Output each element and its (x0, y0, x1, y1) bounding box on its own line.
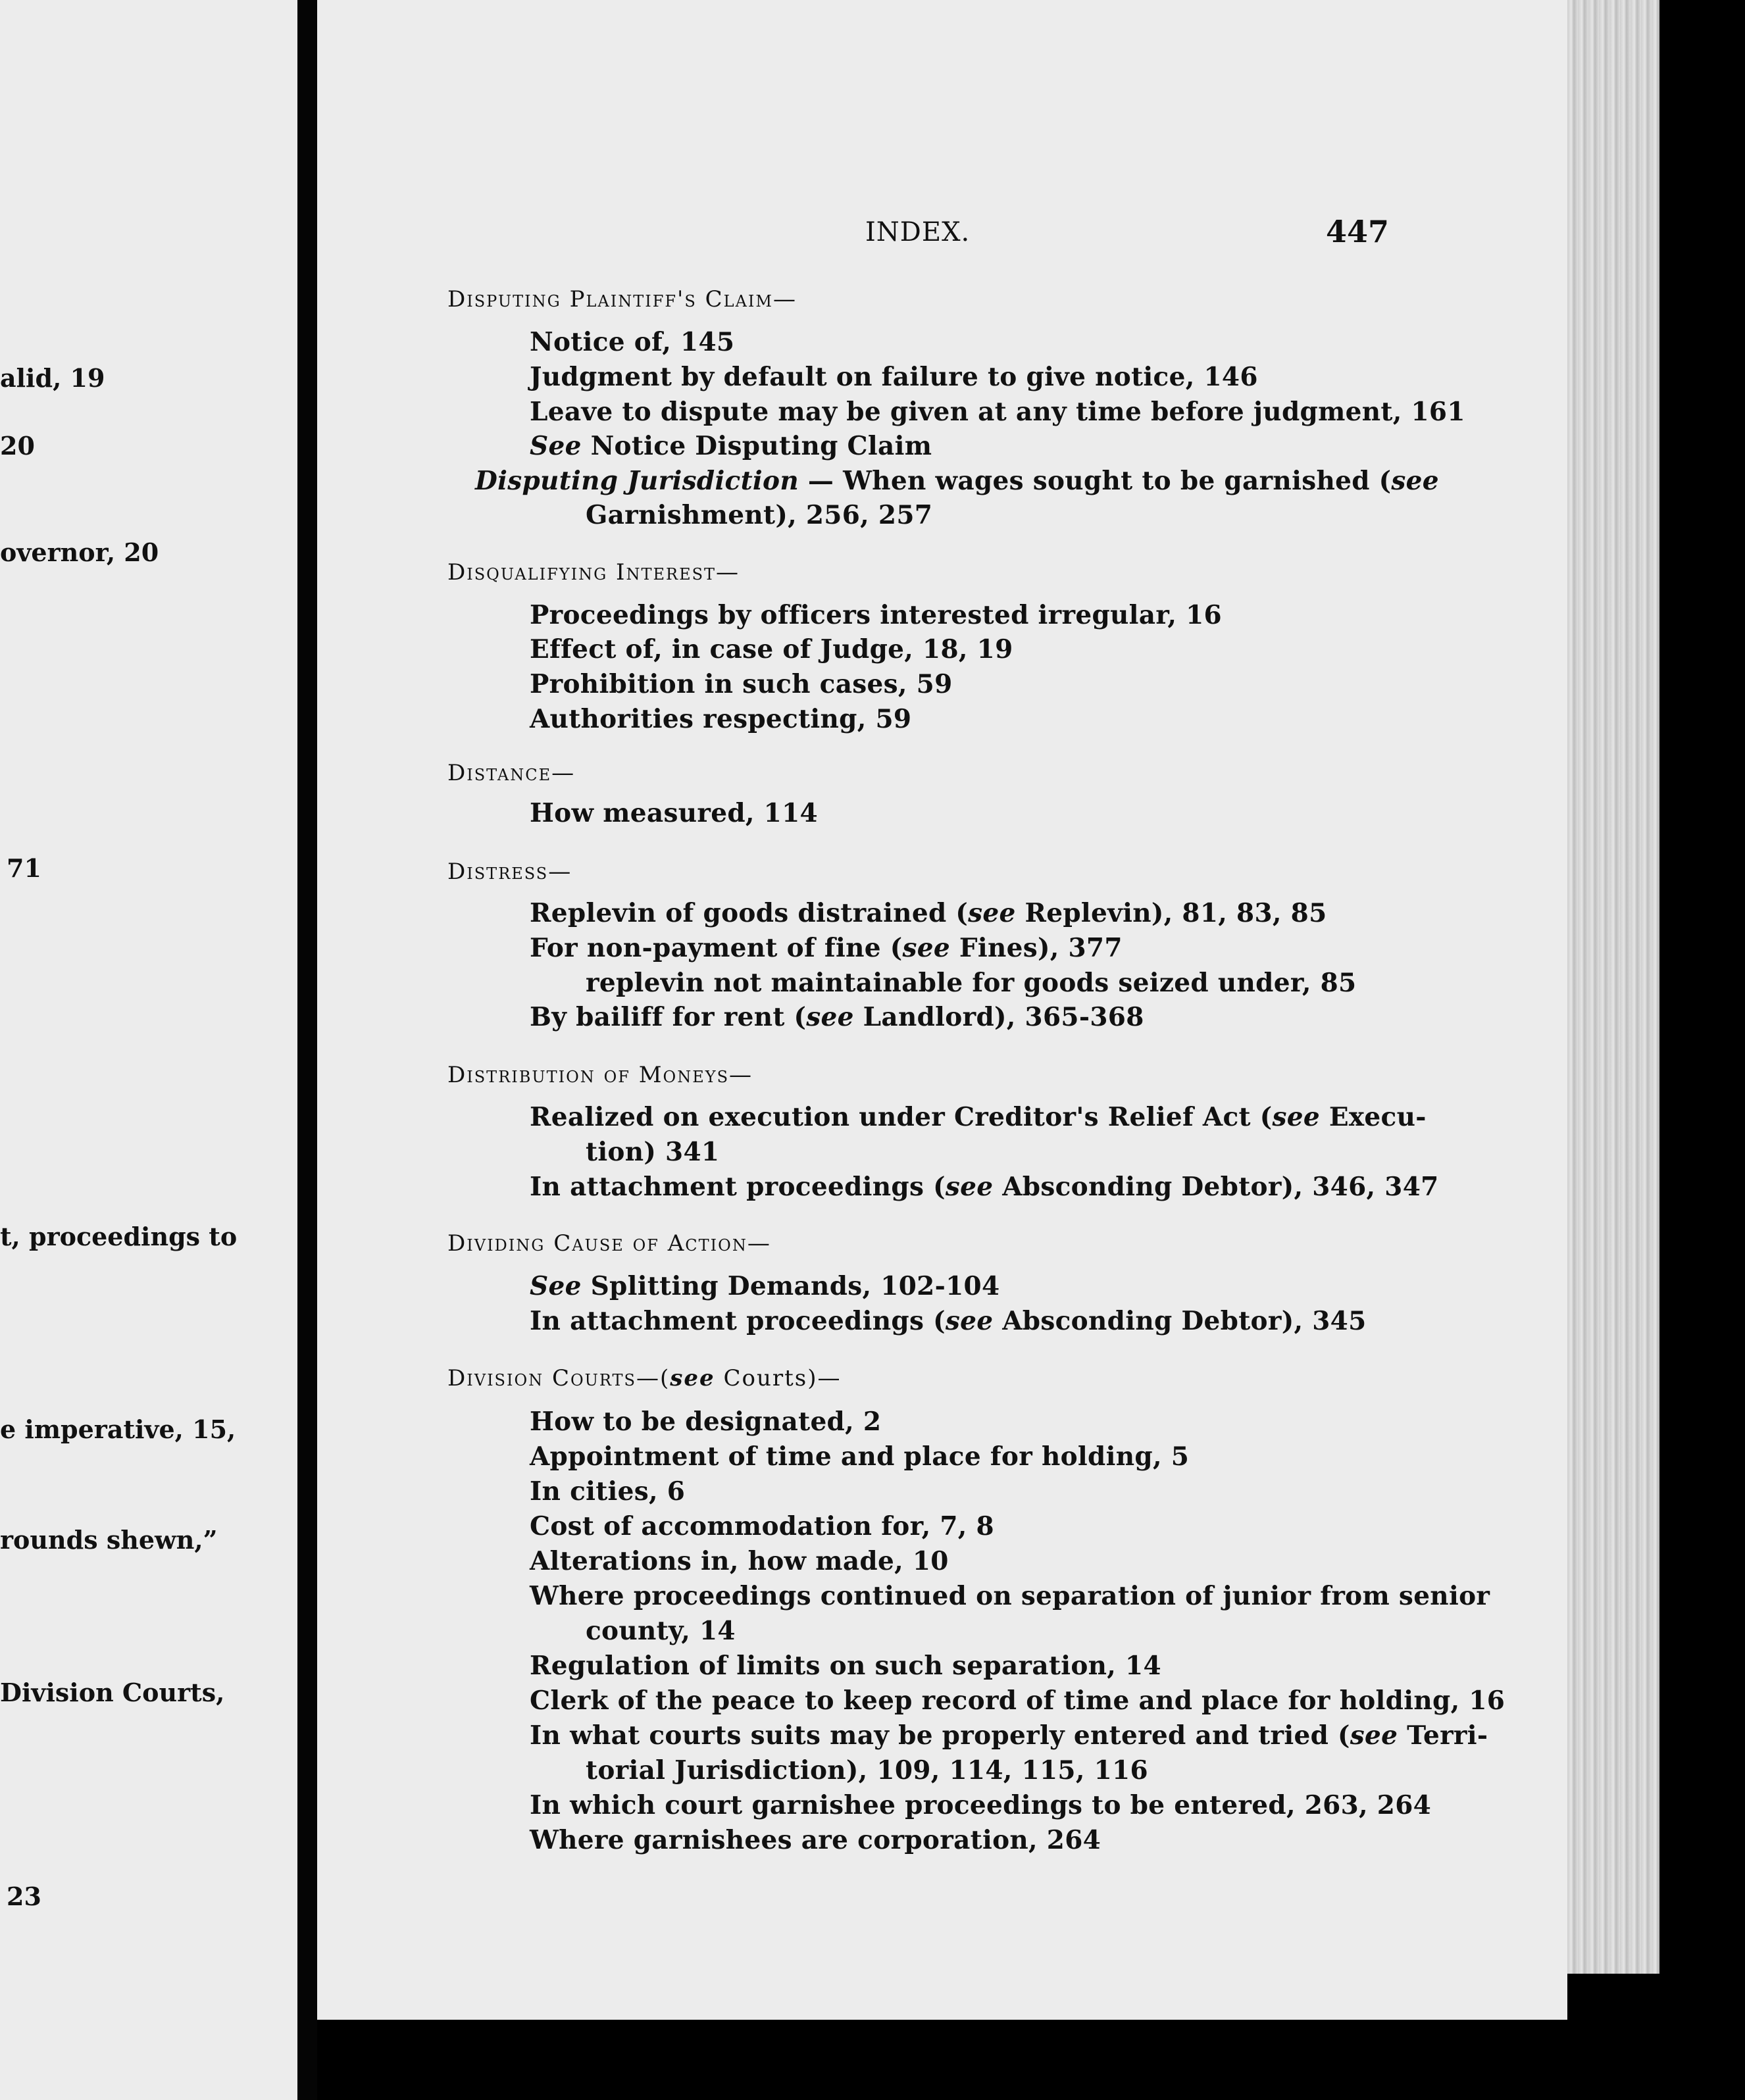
index-line (530, 933, 1123, 963)
index-line-continued: Garnishment), 256, 257 (586, 500, 933, 530)
entry-heading: Distance— (447, 760, 576, 786)
line-text: Landlord), 365-368 (853, 1002, 1144, 1032)
line-text: Replevin), 81, 83, 85 (1015, 898, 1327, 928)
left-fragment: t, proceedings to (0, 1222, 238, 1251)
index-line: replevin not maintainable for goods seized under, 85 (586, 968, 1357, 998)
line-text: In attachment proceedings ( (530, 1306, 946, 1336)
line-text: — When wages sought to be garnished ( (799, 466, 1392, 496)
heading-text: Courts)— (715, 1365, 842, 1391)
see-ref: see (1272, 1102, 1320, 1132)
index-line: Where garnishees are corporation, 264 (530, 1825, 1101, 1855)
index-line: How to be designated, 2 (530, 1407, 882, 1437)
see-ref: see (1350, 1720, 1398, 1751)
index-line (530, 431, 932, 461)
background-edge (1659, 0, 1745, 2100)
see-ref: see (806, 1002, 854, 1032)
entry-heading: Distribution of Moneys— (447, 1062, 753, 1088)
index-line: Clerk of the peace to keep record of time and place for holding, 16 (530, 1686, 1505, 1716)
see-ref: See (530, 431, 582, 461)
heading-text: Division Courts—( (447, 1365, 670, 1391)
subentry-title: Disputing Jurisdiction (475, 466, 799, 496)
index-line: Proceedings by officers interested irregular, 16 (530, 600, 1222, 630)
left-fragment: Division Courts, (0, 1678, 225, 1707)
entry-heading: Dividing Cause of Action— (447, 1230, 771, 1257)
entry-heading: Distress— (447, 859, 572, 885)
index-line-continued: county, 14 (586, 1616, 736, 1646)
book-gutter (297, 0, 317, 2100)
index-line: Leave to dispute may be given at any time before judgment, 161 (530, 397, 1465, 427)
index-line: In which court garnishee proceedings to be entered, 263, 264 (530, 1790, 1432, 1820)
index-line (530, 898, 1327, 928)
see-ref: see (945, 1172, 994, 1202)
index-line: Cost of accommodation for, 7, 8 (530, 1511, 994, 1541)
index-line (530, 1002, 1144, 1032)
page-number: 447 (1326, 214, 1390, 249)
left-fragment: 20 (0, 431, 35, 461)
index-line: Alterations in, how made, 10 (530, 1546, 949, 1576)
see-ref: see (902, 933, 950, 963)
index-line: Effect of, in case of Judge, 18, 19 (530, 634, 1013, 664)
line-text: Fines), 377 (949, 933, 1123, 963)
left-fragment: overnor, 20 (0, 538, 159, 567)
entry-heading (447, 1365, 841, 1391)
line-text: Terri- (1398, 1720, 1488, 1751)
left-page (0, 0, 297, 2100)
index-line (530, 1306, 1367, 1336)
left-fragment: alid, 19 (0, 363, 105, 393)
entry-heading: Disputing Plaintiff's Claim— (447, 286, 797, 312)
index-line-continued: torial Jurisdiction), 109, 114, 115, 116 (586, 1755, 1148, 1786)
line-text: Realized on execution under Creditor's Relief Act ( (530, 1102, 1273, 1132)
index-line: In cities, 6 (530, 1476, 686, 1507)
line-text: Absconding Debtor), 345 (993, 1306, 1367, 1336)
index-line: Prohibition in such cases, 59 (530, 669, 953, 699)
index-line (530, 1720, 1488, 1751)
see-ref: See (530, 1271, 582, 1301)
left-fragment: rounds shewn,” (0, 1525, 218, 1555)
line-text: In attachment proceedings ( (530, 1172, 946, 1202)
index-line: Appointment of time and place for holding, 5 (530, 1441, 1190, 1472)
index-line: Authorities respecting, 59 (530, 704, 912, 734)
index-line: Judgment by default on failure to give notice, 146 (530, 362, 1258, 392)
line-text: Replevin of goods distrained ( (530, 898, 969, 928)
left-fragment: e imperative, 15, (0, 1414, 236, 1444)
index-line (530, 1102, 1427, 1132)
line-text: In what courts suits may be properly entered and tried ( (530, 1720, 1350, 1751)
index-line: How measured, 114 (530, 798, 818, 828)
line-text: Notice Disputing Claim (581, 431, 932, 461)
entry-heading: Disqualifying Interest— (447, 559, 740, 586)
see-ref: see (945, 1306, 994, 1336)
index-line: Regulation of limits on such separation, 14 (530, 1651, 1161, 1681)
line-text: By bailiff for rent ( (530, 1002, 807, 1032)
left-fragment: 23 (7, 1882, 41, 1911)
left-fragment: 71 (7, 853, 41, 883)
index-line (530, 1271, 999, 1301)
index-line: Notice of, 145 (530, 327, 735, 357)
page-edges (1567, 0, 1659, 1974)
index-line (475, 466, 1439, 496)
see-ref: see (968, 898, 1016, 928)
index-line-continued: tion) 341 (586, 1137, 720, 1167)
page-title: INDEX. (865, 217, 971, 247)
see-ref: see (1391, 466, 1439, 496)
see-ref: see (670, 1365, 715, 1391)
line-text: Absconding Debtor), 346, 347 (993, 1172, 1439, 1202)
line-text: Splitting Demands, 102-104 (581, 1271, 1000, 1301)
index-line: Where proceedings continued on separation of junior from senior (530, 1581, 1490, 1611)
line-text: Execu- (1319, 1102, 1427, 1132)
line-text: For non-payment of fine ( (530, 933, 903, 963)
index-line (530, 1172, 1439, 1202)
